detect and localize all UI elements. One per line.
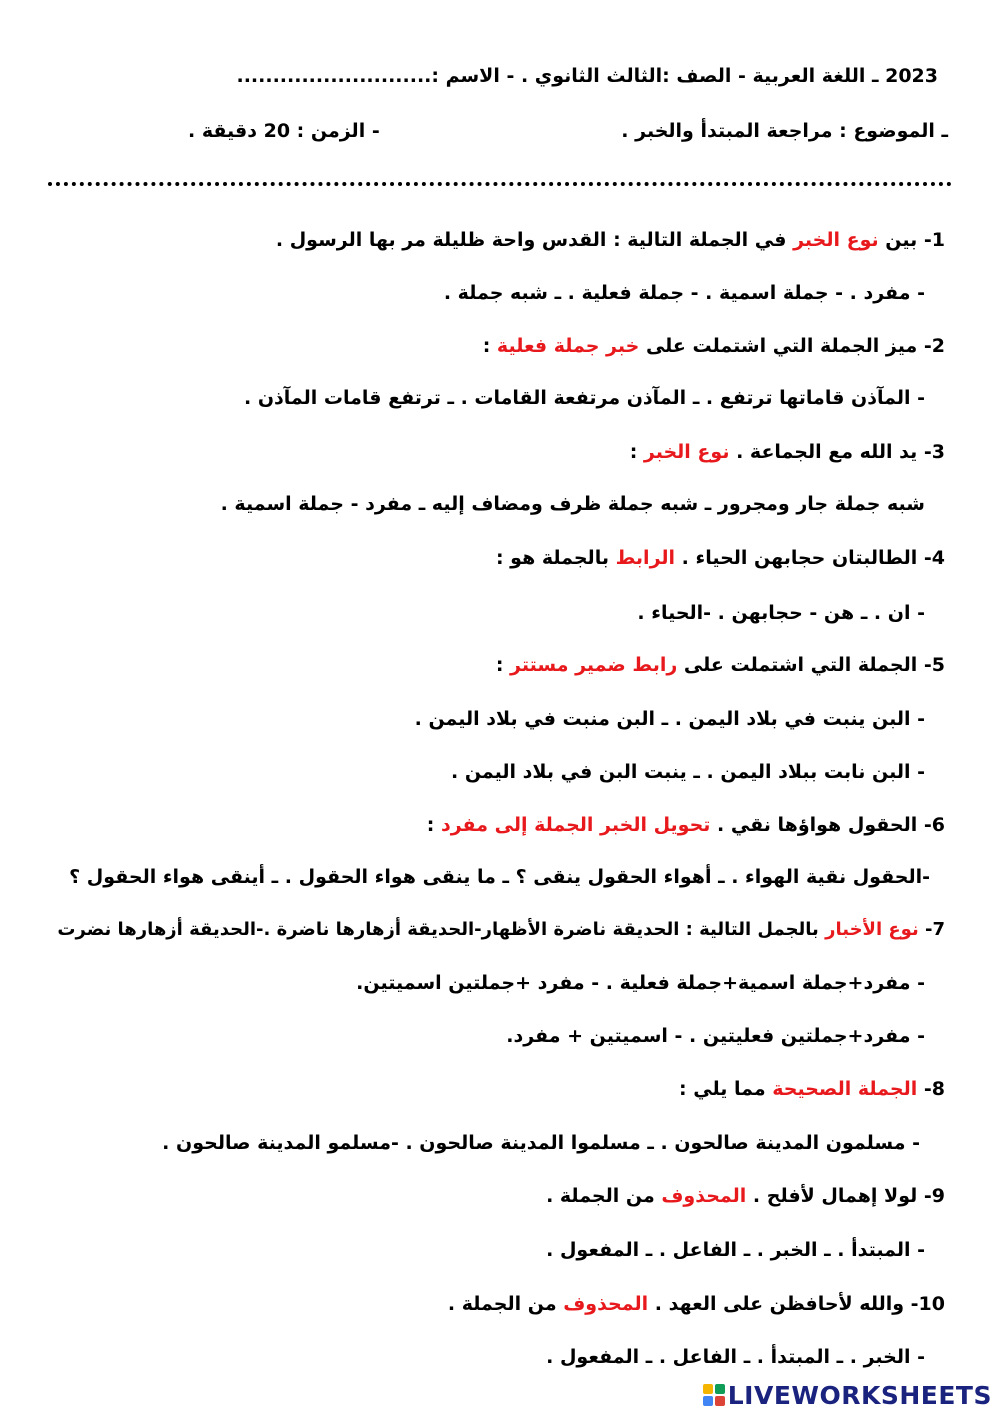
question-1-options[interactable]: - مفرد . - جملة اسمية . - جملة فعلية . ـ شبه جملة . [443,282,925,304]
question-text: في الجملة التالية : القدس واحة ظليلة مر بها الرسول . [275,229,794,251]
question-text: 4- الطالبتان حجابهن الحياء . [675,547,945,569]
question-7-options-b[interactable]: - مفرد+جملتين فعليتين . - اسميتين + مفرد. [506,1025,925,1047]
logo-text: LIVEWORKSHEETS [727,1380,992,1410]
question-text: : [629,441,644,463]
question-7-options-a[interactable]: - مفرد+جملة اسمية+جملة فعلية . - مفرد +جملتين اسميتين. [356,972,925,994]
question-8 [679,1076,945,1102]
question-text: 7- [918,919,945,940]
liveworksheets-logo [703,1380,992,1410]
time: - الزمن : 20 دقيقة . [188,120,380,142]
question-4 [496,545,945,571]
question-keyword: نوع الخبر [643,441,730,463]
question-4-options[interactable]: - ان . ـ هن - حجابهن . -الحياء . [637,602,925,624]
time-line [188,118,380,144]
question-text: 2- ميز الجملة التي اشتملت على [639,335,945,357]
question-text: : [426,814,441,836]
question-text: بالجملة هو : [495,547,616,569]
question-5-options-a[interactable]: - البن ينبت في بلاد اليمن . ـ البن منبت في بلاد اليمن . [414,708,925,730]
question-text: : [482,335,497,357]
divider [48,178,952,186]
question-text: مما يلي : [679,1078,773,1100]
question-text: 8- [917,1078,945,1100]
question-9 [546,1183,945,1209]
question-7 [57,917,945,943]
question-text: من الجملة . [447,1293,564,1315]
logo-icon [703,1384,725,1406]
question-keyword: نوع الأخبار [825,919,919,940]
question-2 [483,333,945,359]
question-8-options[interactable]: - مسلمون المدينة صالحون . ـ مسلموا المدينة صالحون . -مسلمو المدينة صالحون . [162,1132,920,1154]
question-5 [496,652,945,678]
question-keyword: نوع الخبر [793,229,879,251]
question-5-options-b[interactable]: - البن نابت ببلاد اليمن . ـ ينبت البن في بلاد اليمن . [451,761,925,783]
question-keyword: رابط ضمير مستتر [510,654,678,676]
topic: ـ الموضوع : مراجعة المبتدأ والخبر . [621,120,948,142]
question-keyword: خبر جملة فعلية [496,335,640,357]
question-2-options[interactable]: - المآذن قاماتها ترتفع . ـ المآذن مرتفعة القامات . ـ ترتفع قامات المآذن . [243,387,925,409]
year: 2023 [885,65,938,87]
question-6-options[interactable]: -الحقول نقية الهواء . ـ أهواء الحقول ينقى ؟ ـ ما ينقى هواء الحقول . ـ أينقى هواء الحقول ؟ [69,866,930,888]
header-text: ـ اللغة العربية - الصف :الثالث الثانوي . - الاسم :........................... [236,65,879,87]
question-9-options[interactable]: - المبتدأ . ـ الخبر . ـ الفاعل . ـ المفعول . [546,1239,925,1261]
question-text: 10- والله لأحافظن على العهد . [648,1293,945,1315]
question-keyword: المحذوف [661,1185,747,1207]
topic-line [621,118,948,144]
question-text: 5- الجملة التي اشتملت على [677,654,945,676]
question-keyword: الرابط [615,547,676,569]
question-keyword: المحذوف [563,1293,649,1315]
question-text: 3- يد الله مع الجماعة . [729,441,945,463]
question-10 [448,1291,945,1317]
question-text: 1- بين [878,229,945,251]
question-keyword: الجملة الصحيحة [772,1078,918,1100]
question-3-options[interactable]: شبه جملة جار ومجرور ـ شبه جملة ظرف ومضاف إليه ـ مفرد - جملة اسمية . [220,493,925,515]
question-text: : [495,654,511,676]
question-text: من الجملة . [546,1185,662,1207]
question-text: بالجمل التالية : الحديقة ناضرة الأظهار-الحديقة أزهارها ناضرة .-الحديقة أزهارها نضرت [57,919,826,940]
question-keyword: تحويل الخبر الجملة إلى مفرد [440,814,711,836]
header-line [237,63,939,89]
question-text: 6- الحقول هواؤها نقي . [710,814,945,836]
question-text: 9- لولا إهمال لأفلح . [746,1185,945,1207]
question-6 [427,812,945,838]
question-10-options[interactable]: - الخبر . ـ المبتدأ . ـ الفاعل . ـ المفعول . [546,1346,925,1368]
question-3 [630,439,945,465]
question-1 [276,227,945,253]
